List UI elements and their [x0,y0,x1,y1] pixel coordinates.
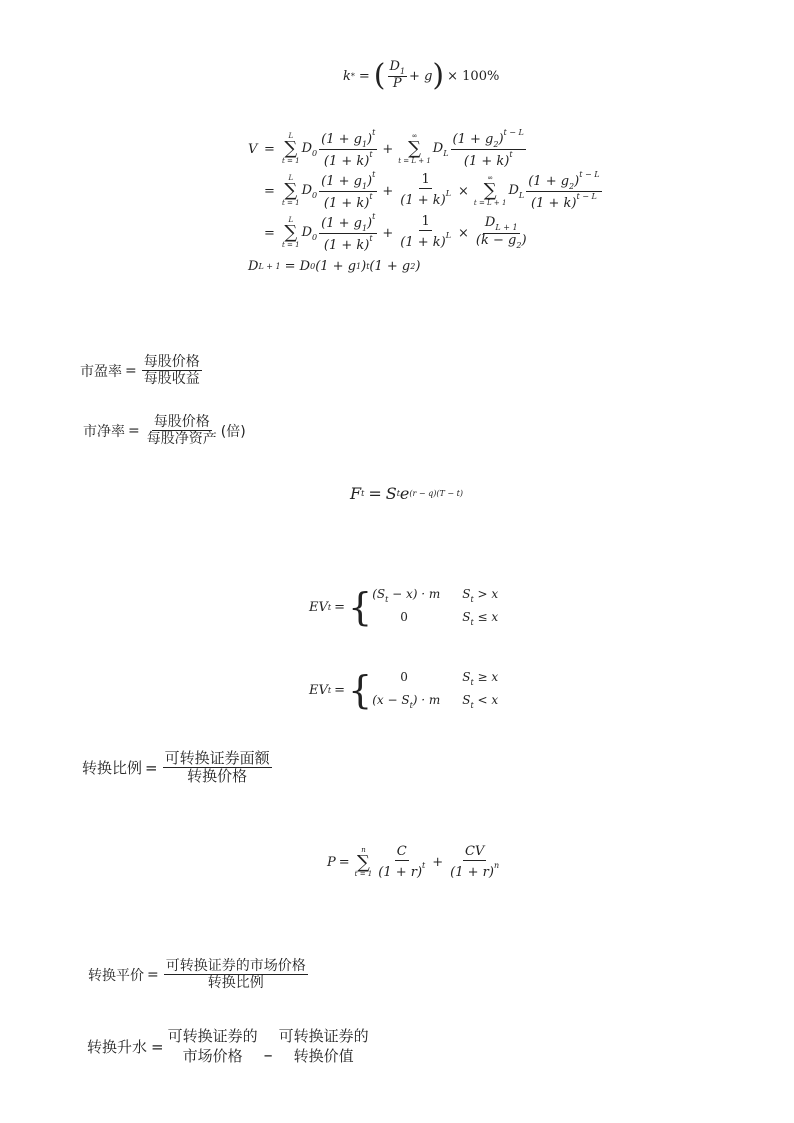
formula-ev-put [309,670,522,710]
conversion-parity-denominator: 转换比例 [207,975,264,992]
case1-value: 0 [400,670,408,684]
ev-symbol: EV [309,599,328,615]
case1-condition: $S_t > x$ [462,587,499,604]
k-star: * [350,71,355,81]
formula-required-return [343,60,499,92]
summation-2: ∞ ∑ t = L + 1 [473,174,507,207]
left-brace: { [348,668,373,712]
conversion-ratio-label: 转换比例 [82,759,143,778]
formula-conversion-parity [88,958,310,991]
growth-fraction-1: $\frac{(1 + g_1)^t}{(1 + k)^t}$ [321,169,376,212]
formula-pb-ratio [83,414,246,447]
equals-sign: = [264,141,275,157]
pb-denominator: 每股净资产 [146,431,217,448]
ev-symbol: EV [309,682,328,698]
growth-fraction-1: $\frac{(1 + g_1)^t}{(1 + k)^t}$ [321,211,376,254]
equals-sign: = [334,682,346,698]
summation-2: ∞ ∑ t = L + 1 [398,132,431,165]
equals-sign: = [125,362,137,379]
left-paren: ( [373,58,386,94]
equals-sign: = [145,758,158,777]
pb-fraction [145,414,219,447]
ev-subscript: t [327,685,332,695]
conversion-premium-label: 转换升水 [87,1038,148,1056]
market-price-term: 可转换证券的 市场价格 [167,1027,258,1065]
fraction-d1-over-p [388,60,408,92]
cases-grid [372,587,522,627]
conversion-ratio-numerator: 可转换证券面额 [164,749,270,767]
equals-sign: = [264,183,275,199]
summation-1: L ∑ t = 1 [282,174,300,207]
growth-fraction-2: $\frac{(1 + g_2)^{t - L}}{(1 + k)^t}$ [452,127,524,170]
summation-1: L ∑ t = 1 [282,132,300,165]
v-symbol: V [248,141,258,157]
conversion-parity-label: 转换平价 [88,967,144,984]
pb-numerator: 每股价格 [153,414,210,430]
e-symbol: e [399,484,410,503]
v-line-3 [248,212,604,254]
pb-label: 市净率 [83,423,125,440]
growth-fraction-1: $\frac{(1 + g_1)^t}{(1 + k)^t}$ [321,127,376,170]
s-symbol: S [385,484,397,503]
p-symbol: P [327,855,336,871]
ev-subscript: t [327,602,332,612]
pb-unit: (倍) [220,423,246,440]
case1-value: $(S_t - x) \cdot m$ [372,587,441,604]
pe-fraction [142,354,202,387]
conversion-parity-numerator: 可转换证券的市场价格 [165,958,306,974]
equals-sign: = [368,484,382,503]
equals-sign: = [264,225,275,241]
formula-ev-call [309,587,522,627]
growth-fraction-2: $\frac{(1 + g_2)^{t - L}}{(1 + k)^{t - L}}$ [528,169,600,212]
frac-denominator: P [392,76,402,92]
pe-denominator: 每股收益 [143,371,200,388]
times-sign: × [458,225,469,241]
case1-condition: $S_t \ge x$ [462,670,499,687]
equals-sign: = [334,599,346,615]
d0-term: $D_0$ [301,182,318,200]
s-subscript: t [396,489,400,498]
principal-fraction: $\frac{CV}{(1 + r)^n}$ [450,844,500,880]
formula-two-stage-dividend-model [248,128,604,278]
dl-term: $D_L$ [508,182,525,200]
discount-fraction: $\frac{1}{(1 + k)^L}$ [400,214,452,250]
conversion-ratio-denominator: 转换价格 [187,767,248,786]
case2-condition: $S_t < x$ [462,693,499,710]
formula-bond-price [327,845,503,881]
exponent: (r − q)(T − t) [409,489,463,498]
dl1-definition: D L + 1 = D 0 (1 + g 1 ) t (1 + g 2 ) [248,258,421,274]
frac-numerator: $D_1$ [389,59,406,76]
d0-term: $D_0$ [301,140,318,158]
case2-value: $(x - S_t) \cdot m$ [372,693,441,710]
formula-conversion-premium [87,1027,369,1066]
equals-sign: = [147,966,159,983]
pe-label: 市盈率 [80,363,122,380]
dl-term: $D_L$ [432,140,449,158]
times-100-percent: × 100% [447,68,500,84]
plus-sign: + [382,141,394,157]
summation-1: L ∑ t = 1 [282,216,300,249]
conversion-ratio-fraction [163,750,272,786]
plus-g: + g [409,68,433,84]
right-paren: ) [432,58,445,94]
v-line-1 [248,128,604,170]
d0-term: $D_0$ [301,224,318,242]
equals-sign: = [338,855,350,871]
k-symbol: k [343,68,351,84]
coupon-fraction: $\frac{C}{(1 + r)^t}$ [378,844,426,880]
equals-sign: = [358,68,370,84]
equals-sign: = [128,422,140,439]
left-brace: { [348,585,373,629]
pe-numerator: 每股价格 [143,354,200,370]
discount-fraction: $\frac{1}{(1 + k)^L}$ [400,172,452,208]
v-line-2 [248,170,604,212]
f-subscript: t [361,489,365,498]
terminal-value-fraction: $\frac{D_{L + 1}}{(k - g_2)}$ [475,215,527,250]
conversion-parity-fraction [164,958,308,991]
equals-sign: = [151,1037,164,1056]
summation: n ∑ t = 1 [354,846,373,879]
conversion-value-term: 可转换证券的 转换价值 [278,1027,369,1065]
case2-value: 0 [400,610,408,624]
formula-pe-ratio [80,354,204,387]
formula-forward-price [350,484,463,503]
cases-grid [372,670,522,710]
case2-condition: $S_t \le x$ [462,610,499,627]
formula-conversion-ratio [82,750,274,786]
minus-sign: – [263,1045,273,1066]
plus-sign: + [382,183,394,199]
f-symbol: F [350,484,362,503]
plus-sign: + [382,225,394,241]
plus-sign: + [432,855,444,871]
times-sign: × [458,183,469,199]
